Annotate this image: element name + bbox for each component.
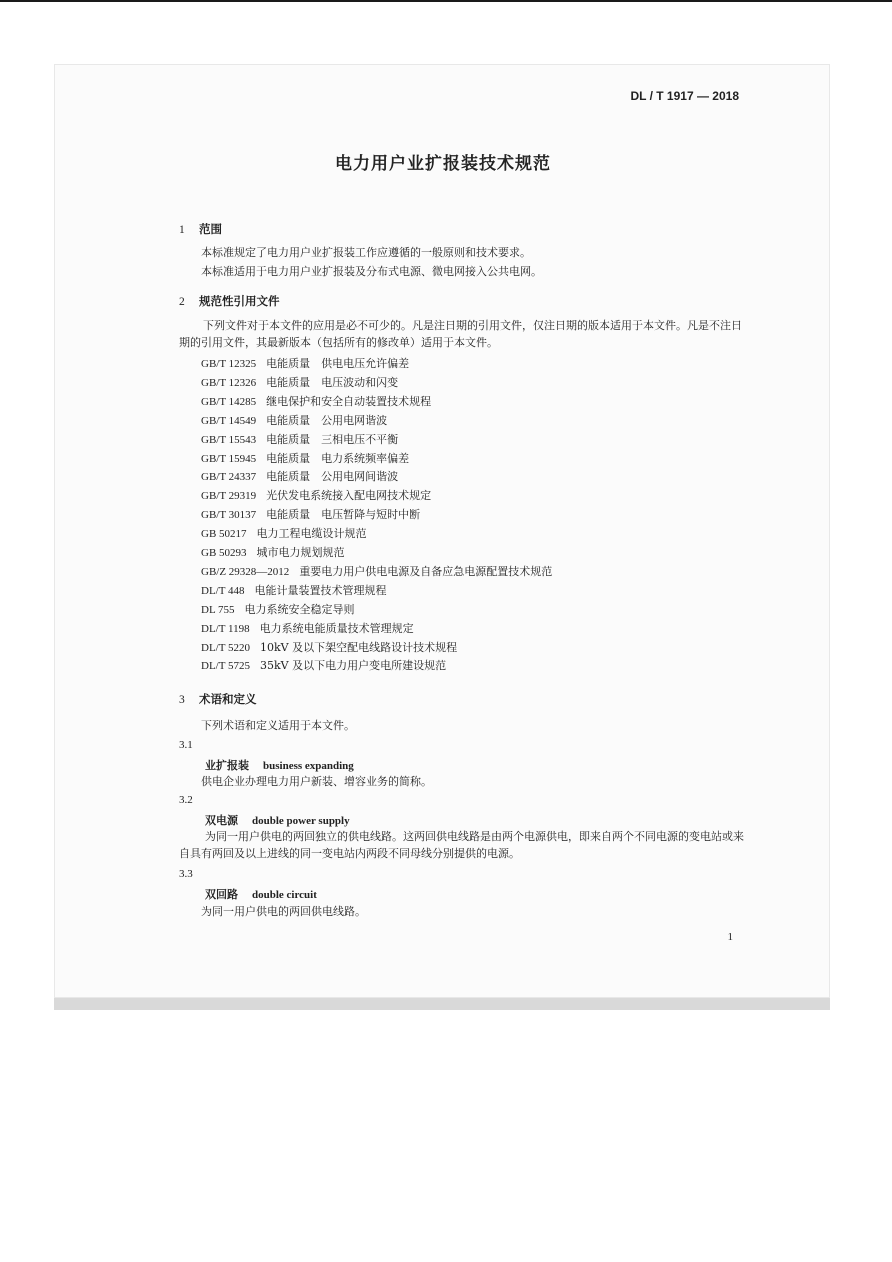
reference-item bbox=[201, 525, 367, 541]
top-border-line bbox=[0, 0, 892, 2]
reference-title: 电能质量 电压暂降与短时中断 bbox=[266, 508, 421, 522]
reference-item bbox=[201, 355, 409, 371]
reference-code: GB/T 30137 bbox=[201, 509, 257, 522]
term-number: 3.3 bbox=[179, 868, 193, 880]
reference-item bbox=[201, 657, 446, 673]
reference-title: 城市电力规划规范 bbox=[256, 546, 345, 559]
reference-title: 电能质量 供电电压允许偏差 bbox=[266, 357, 410, 370]
reference-code: GB/T 15543 bbox=[201, 433, 257, 446]
reference-title: 电能质量 电力系统频率偏差 bbox=[266, 451, 410, 465]
section-2-heading bbox=[179, 293, 280, 309]
reference-title: 电力工程电缆设计规范 bbox=[256, 527, 367, 541]
reference-code: DL/T 448 bbox=[201, 584, 245, 597]
section-3-heading bbox=[179, 691, 257, 707]
term-definition: 供电企业办理电力用户新装、增容业务的简称。 bbox=[201, 775, 432, 788]
term-heading bbox=[205, 812, 350, 828]
reference-code: GB/T 14285 bbox=[201, 395, 257, 408]
page-bottom-shadow bbox=[54, 998, 830, 1010]
reference-item bbox=[201, 582, 387, 598]
reference-code: GB 50293 bbox=[201, 547, 247, 559]
reference-title: 光伏发电系统接入配电网技术规定 bbox=[266, 489, 432, 503]
reference-code: GB/T 24337 bbox=[201, 471, 257, 484]
page-number: 1 bbox=[727, 931, 733, 943]
reference-code: DL/T 5220 bbox=[201, 641, 250, 654]
reference-code: GB/T 12325 bbox=[201, 358, 257, 370]
reference-code: GB/T 12326 bbox=[201, 376, 257, 389]
reference-item bbox=[201, 639, 457, 655]
reference-title: 重要电力用户供电电源及自备应急电源配置技术规范 bbox=[299, 564, 553, 578]
document-page bbox=[54, 64, 830, 998]
section-title: 规范性引用文件 bbox=[199, 294, 280, 308]
section-title: 术语和定义 bbox=[199, 692, 257, 706]
reference-item bbox=[201, 468, 398, 484]
term-heading bbox=[205, 886, 317, 902]
section-1-paragraph-1: 本标准规定了电力用户业扩报装工作应遵循的一般原则和技术要求。 bbox=[201, 246, 531, 259]
reference-title: 电能质量 三相电压不平衡 bbox=[266, 432, 399, 446]
reference-item bbox=[201, 620, 414, 636]
term-cn: 双电源 bbox=[205, 814, 238, 827]
reference-title: 继电保护和安全自动装置技术规程 bbox=[266, 394, 432, 408]
reference-title: 电能质量 公用电网间谐波 bbox=[266, 470, 399, 484]
document-code: DL / T 1917 — 2018 bbox=[630, 89, 739, 103]
term-cn: 双回路 bbox=[205, 888, 238, 901]
reference-item bbox=[201, 450, 409, 466]
reference-title: 电力系统安全稳定导则 bbox=[244, 602, 355, 616]
section-title: 范围 bbox=[199, 222, 222, 236]
reference-code: GB 50217 bbox=[201, 528, 247, 541]
reference-item bbox=[201, 431, 398, 447]
reference-code: DL/T 5725 bbox=[201, 660, 250, 673]
reference-item bbox=[201, 374, 398, 390]
reference-title: 35kV 及以下电力用户变电所建设规范 bbox=[260, 659, 447, 673]
reference-title: 电能质量 公用电网谐波 bbox=[266, 413, 388, 427]
document-title: 电力用户业扩报装技术规范 bbox=[335, 154, 551, 174]
term-definition: 为同一用户供电的两回供电线路。 bbox=[201, 905, 366, 918]
reference-item bbox=[201, 544, 345, 560]
reference-title: 电能质量 电压波动和闪变 bbox=[266, 375, 399, 389]
term-cn: 业扩报装 bbox=[205, 759, 249, 772]
reference-code: GB/T 29319 bbox=[201, 490, 257, 503]
reference-code: DL 755 bbox=[201, 603, 235, 616]
section-3-intro: 下列术语和定义适用于本文件。 bbox=[201, 719, 355, 732]
section-2-intro: 下列文件对于本文件的应用是必不可少的。凡是注日期的引用文件，仅注日期的版本适用于本文件。凡是不注日期的引用文件，其最新版本（包括所有的修改单）适用于本文件。 bbox=[179, 319, 742, 349]
reference-code: DL/T 1198 bbox=[201, 622, 250, 635]
reference-code: GB/T 14549 bbox=[201, 414, 257, 427]
section-number: 3 bbox=[179, 694, 185, 706]
reference-item bbox=[201, 412, 387, 428]
reference-item bbox=[201, 487, 431, 503]
term-en: business expanding bbox=[263, 760, 354, 772]
reference-title: 10kV 及以下架空配电线路设计技术规程 bbox=[260, 640, 458, 654]
term-number: 3.1 bbox=[179, 739, 193, 751]
section-1-heading bbox=[179, 221, 222, 237]
reference-item bbox=[201, 506, 420, 522]
section-1-paragraph-2: 本标准适用于电力用户业扩报装及分布式电源、微电网接入公共电网。 bbox=[201, 265, 542, 278]
term-definition: 为同一用户供电的两回独立的供电线路。这两回供电线路是由两个电源供电，即来自两个不同电源的变电站或来自具有两回及以上进线的同一变电站内两段不同母线分别提供的电源。 bbox=[179, 830, 744, 860]
section-number: 1 bbox=[179, 224, 185, 236]
section-number: 2 bbox=[179, 296, 185, 308]
reference-code: GB/Z 29328—2012 bbox=[201, 565, 290, 578]
reference-code: GB/T 15945 bbox=[201, 452, 257, 465]
reference-title: 电力系统电能质量技术管理规定 bbox=[259, 621, 414, 635]
term-en: double circuit bbox=[252, 889, 317, 901]
reference-item bbox=[201, 601, 355, 617]
term-number: 3.2 bbox=[179, 794, 193, 806]
term-en: double power supply bbox=[252, 815, 350, 827]
reference-item bbox=[201, 563, 552, 579]
term-heading bbox=[205, 757, 354, 773]
reference-item bbox=[201, 393, 431, 409]
reference-title: 电能计量装置技术管理规程 bbox=[254, 583, 387, 597]
